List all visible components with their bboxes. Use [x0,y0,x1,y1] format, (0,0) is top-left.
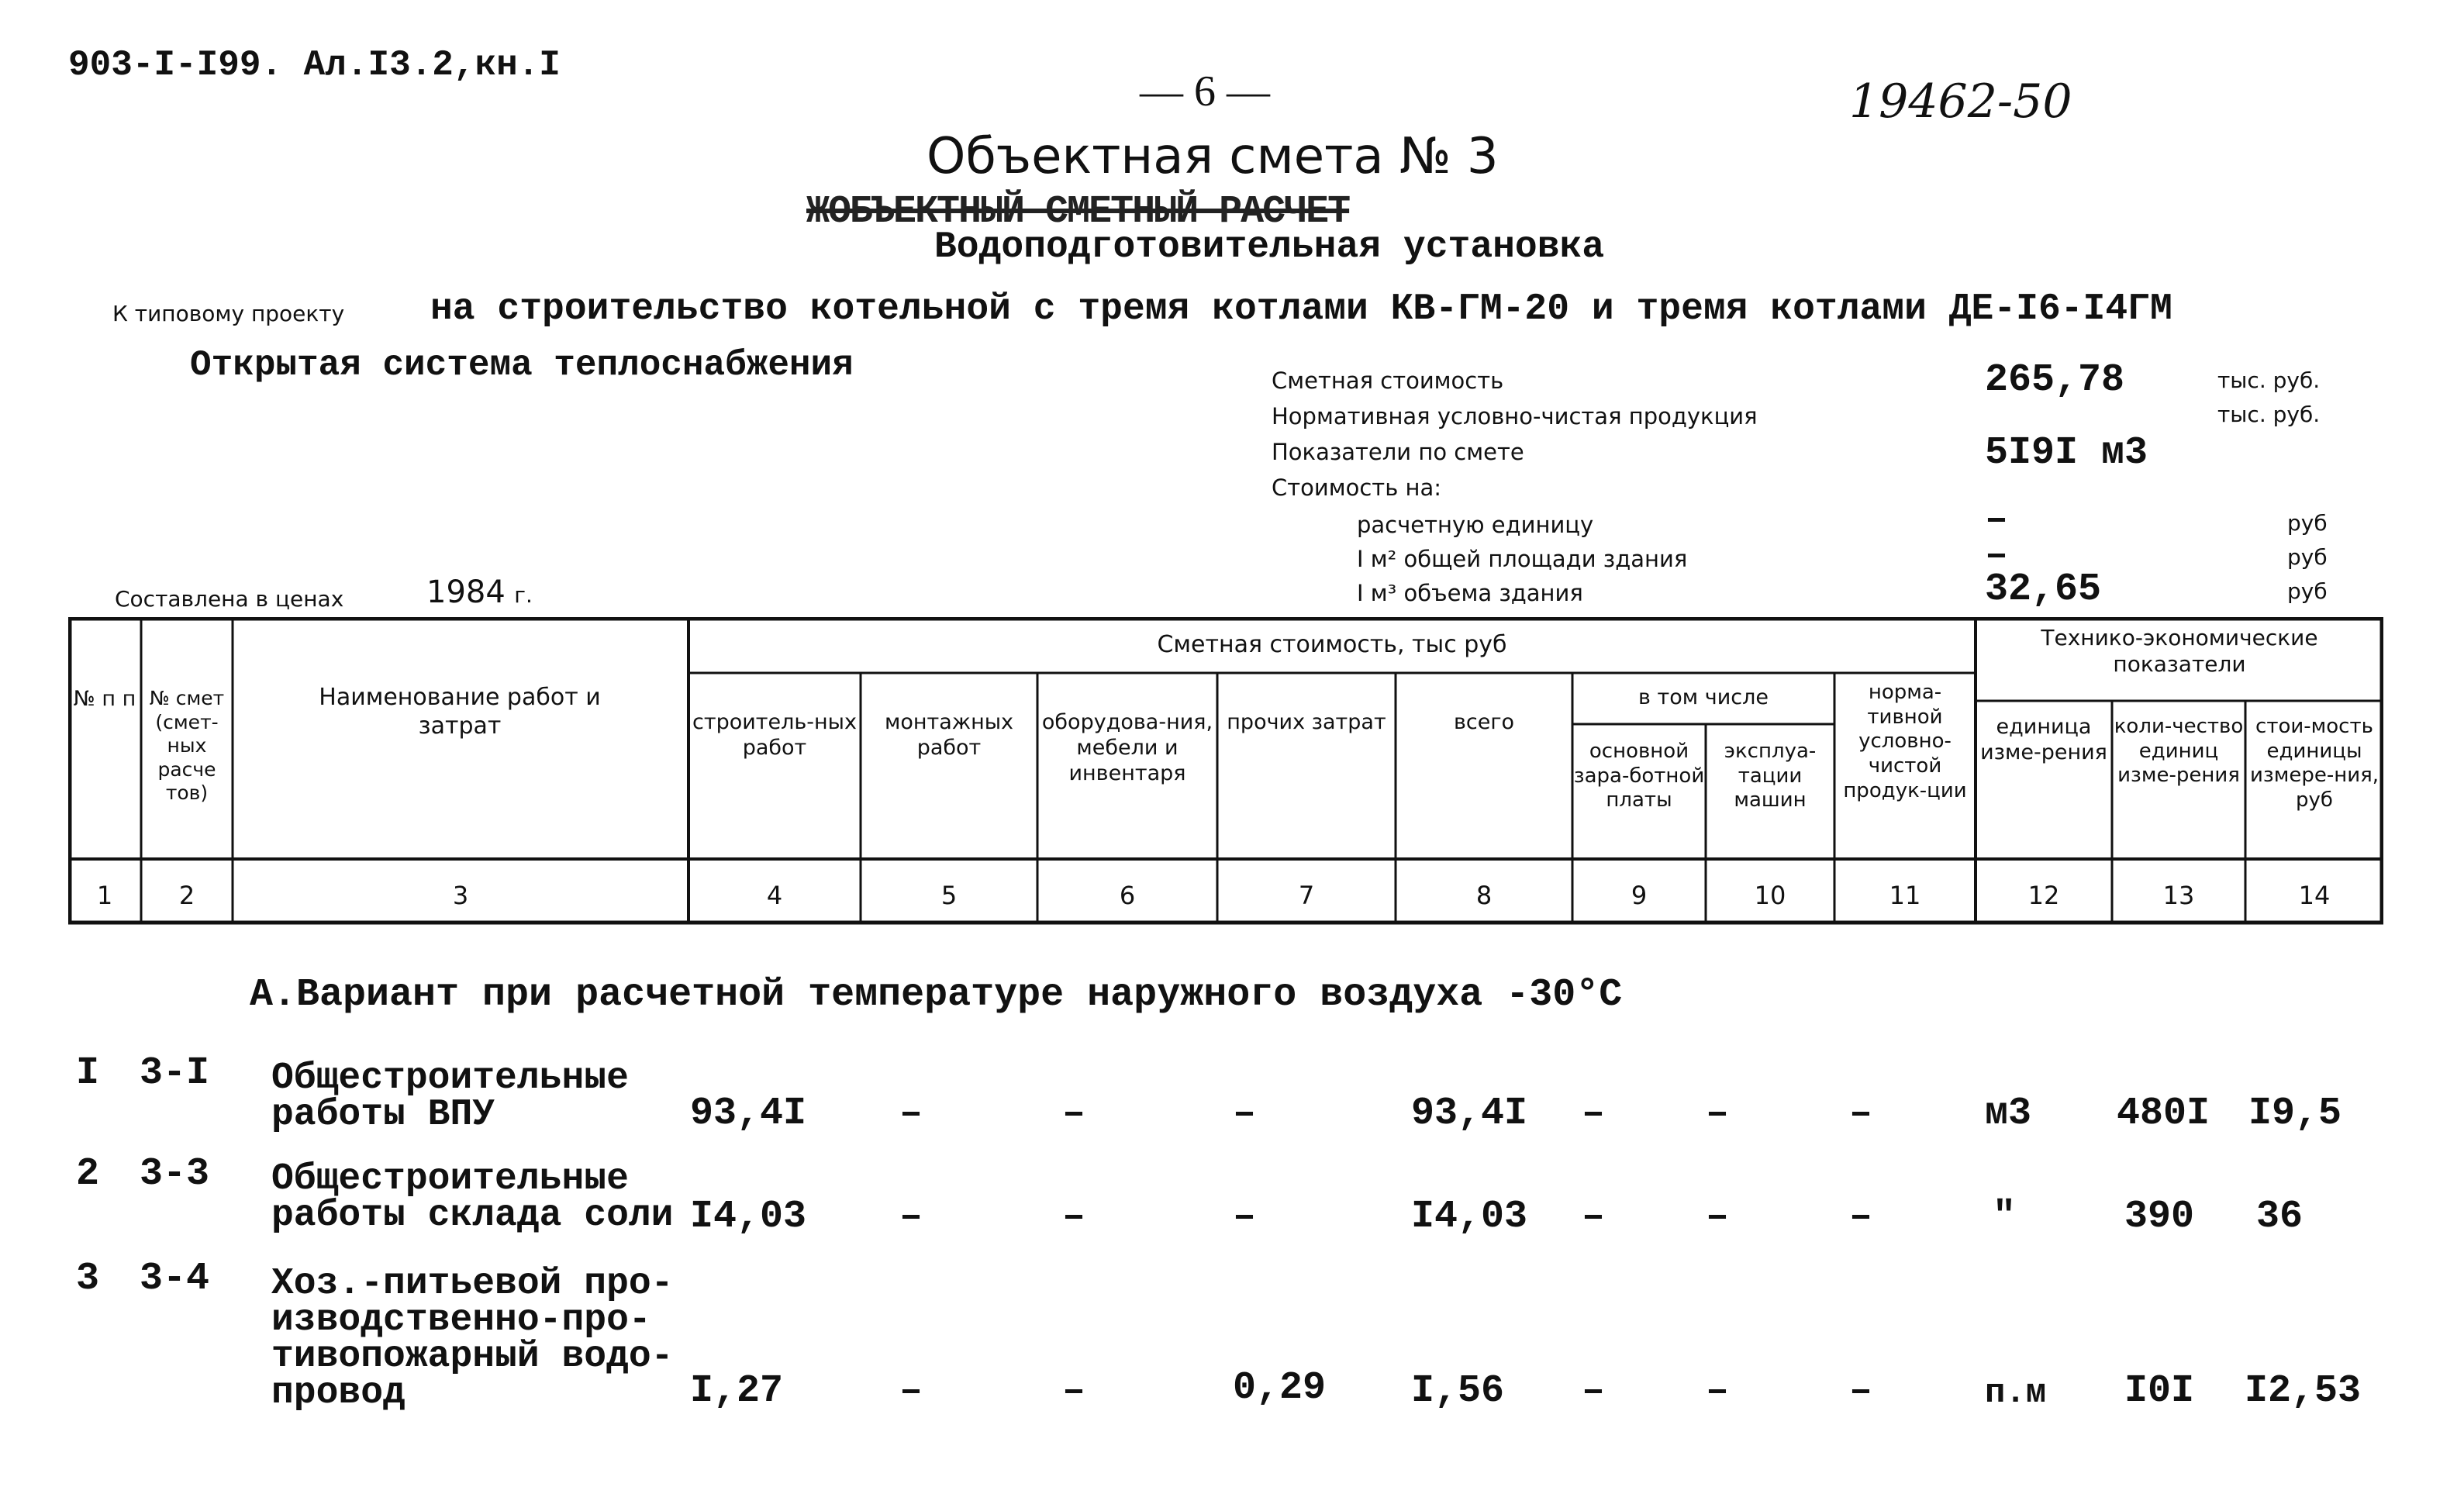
col-group-estimated-cost: Сметная стоимость, тыс руб [1157,631,1507,658]
indicator-label: Стоимость на: [1272,474,1442,501]
col-number: 6 [1119,881,1136,910]
other-cost: – [1233,1092,1257,1136]
col-header-wages: основной зара-ботной платы [1573,740,1705,812]
quantity: 480I [2117,1092,2210,1136]
work-name: Общестроительные работы склада соли [271,1158,674,1237]
col-group-technical-indicators: Технико-экономические показатели [2041,625,2318,678]
col-header-quantity: коли-чество единиц изме-рения [2114,715,2244,788]
section-title: А.Вариант при расчетной температуре наружного воздуха -30°С [250,973,1623,1017]
unit: п.м [1985,1374,2047,1413]
unit-cost: 36 [2256,1195,2304,1239]
machines-cost: – [1706,1369,1730,1413]
wages-cost: – [1582,1092,1606,1136]
indicator-label: Нормативная условно-чистая продукция [1272,403,1758,429]
col-header-construction: строитель-ных работ [692,710,857,760]
heating-system-label: Открытая система теплоснабжения [190,345,854,385]
indicator-label: I м² общей площади здания [1357,546,1688,572]
col-number: 8 [1475,881,1493,910]
col-number: 3 [452,881,469,910]
archive-number: 19462-50 [1849,74,2072,129]
indicator-value: 265,78 [1985,358,2125,402]
col-number: 11 [1889,881,1921,910]
row-number: 3 [76,1257,100,1301]
col-number: 7 [1298,881,1315,910]
col-number: 9 [1631,881,1648,910]
net-product: – [1849,1092,1873,1136]
indicator-label: Сметная стоимость [1272,367,1504,394]
construction-cost: 93,4I [690,1092,807,1136]
price-basis-year-suffix: г. [514,582,533,608]
col-number: 5 [940,881,958,910]
indicator-unit: руб [2287,544,2328,570]
equipment-cost: – [1062,1195,1086,1239]
page-title: Объектная смета № 3 [927,128,1499,185]
col-number: 4 [766,881,783,910]
col-header-unit: единица изме-рения [1980,715,2107,764]
indicator-unit: тыс. руб. [2217,402,2321,427]
price-basis-year [426,570,533,611]
struck-out-heading: ЖОБЪЕКТНЫЙ СМЕТНЫЙ РАСЧЕТ [806,190,1350,234]
unit-cost: I9,5 [2248,1092,2342,1136]
net-product: – [1849,1195,1873,1239]
quantity: I0I [2124,1369,2195,1413]
other-cost: – [1233,1195,1257,1239]
col-number: 10 [1754,881,1786,910]
col-header-net-product: норма-тивной условно-чистой продук-ции [1843,681,1967,802]
col-header-machines: эксплуа-тации машин [1724,740,1817,812]
price-basis-year-value: 1984 [426,574,506,610]
col-number: 1 [96,881,113,910]
row-number: I [76,1051,100,1095]
col-group-including: в том числе [1638,685,1769,709]
unit: " [1993,1195,2017,1239]
total-cost: I4,03 [1411,1195,1528,1239]
installation-cost: – [899,1092,923,1136]
unit: м3 [1985,1092,2032,1136]
machines-cost: – [1706,1092,1730,1136]
net-product: – [1849,1369,1873,1413]
work-name: Общестроительные работы ВПУ [271,1057,629,1137]
col-number: 13 [2162,881,2195,910]
indicator-label: Показатели по смете [1272,439,1524,465]
installation-cost: – [899,1369,923,1413]
col-header-other: прочих затрат [1227,710,1386,734]
indicator-value: – [1985,533,2009,578]
document-reference: 903-I-I99. Ал.I3.2,кн.I [68,45,561,85]
indicator-value: 5I9I м3 [1985,431,2148,475]
col-header-row-number: № п п [73,687,136,711]
estimate-number: 3-3 [140,1152,210,1196]
price-basis-label: Составлена в ценах [115,586,344,612]
equipment-cost: – [1062,1092,1086,1136]
object-subtitle: Водоподготовительная установка [934,226,1605,268]
construction-cost: I4,03 [690,1195,807,1239]
machines-cost: – [1706,1195,1730,1239]
col-header-equipment: оборудова-ния, мебели и инвентаря [1041,710,1213,785]
construction-cost: I,27 [690,1369,784,1413]
indicator-unit: руб [2287,510,2328,536]
col-number: 2 [178,881,195,910]
project-prefix-label: К типовому проекту [112,301,345,326]
other-cost: 0,29 [1233,1366,1327,1410]
estimate-number: 3-I [140,1051,210,1095]
indicator-value: – [1985,498,2009,542]
indicator-unit: руб [2287,578,2328,604]
work-name: Хоз.-питьевой про- изводственно-про- тивопожарный водо- провод [271,1263,674,1415]
col-number: 14 [2298,881,2331,910]
project-description: на строительство котельной с тремя котлами КВ-ГМ-20 и тремя котлами ДЕ-I6-I4ГМ [430,288,2172,330]
col-header-total: всего [1453,710,1515,734]
col-header-unit-cost: стои-мость единицы измере-ния, руб [2249,715,2379,812]
page-number: — 6 — [1140,67,1270,116]
indicator-unit: тыс. руб. [2217,367,2321,393]
total-cost: 93,4I [1411,1092,1528,1136]
quantity: 390 [2124,1195,2195,1239]
unit-cost: I2,53 [2245,1369,2362,1413]
row-number: 2 [76,1152,100,1196]
col-header-work-name: Наименование работ и затрат [319,684,601,740]
equipment-cost: – [1062,1369,1086,1413]
wages-cost: – [1582,1369,1606,1413]
indicator-value: 32,65 [1985,567,2102,612]
col-number: 12 [2027,881,2060,910]
wages-cost: – [1582,1195,1606,1239]
estimate-table-header [68,617,2383,926]
indicator-label: расчетную единицу [1357,512,1594,538]
installation-cost: – [899,1195,923,1239]
col-header-estimate-number: № смет (смет-ных расче тов) [149,687,225,804]
estimate-number: 3-4 [140,1257,210,1301]
indicator-label: I м³ объема здания [1357,580,1583,606]
total-cost: I,56 [1411,1369,1505,1413]
col-header-installation: монтажных работ [884,710,1014,760]
